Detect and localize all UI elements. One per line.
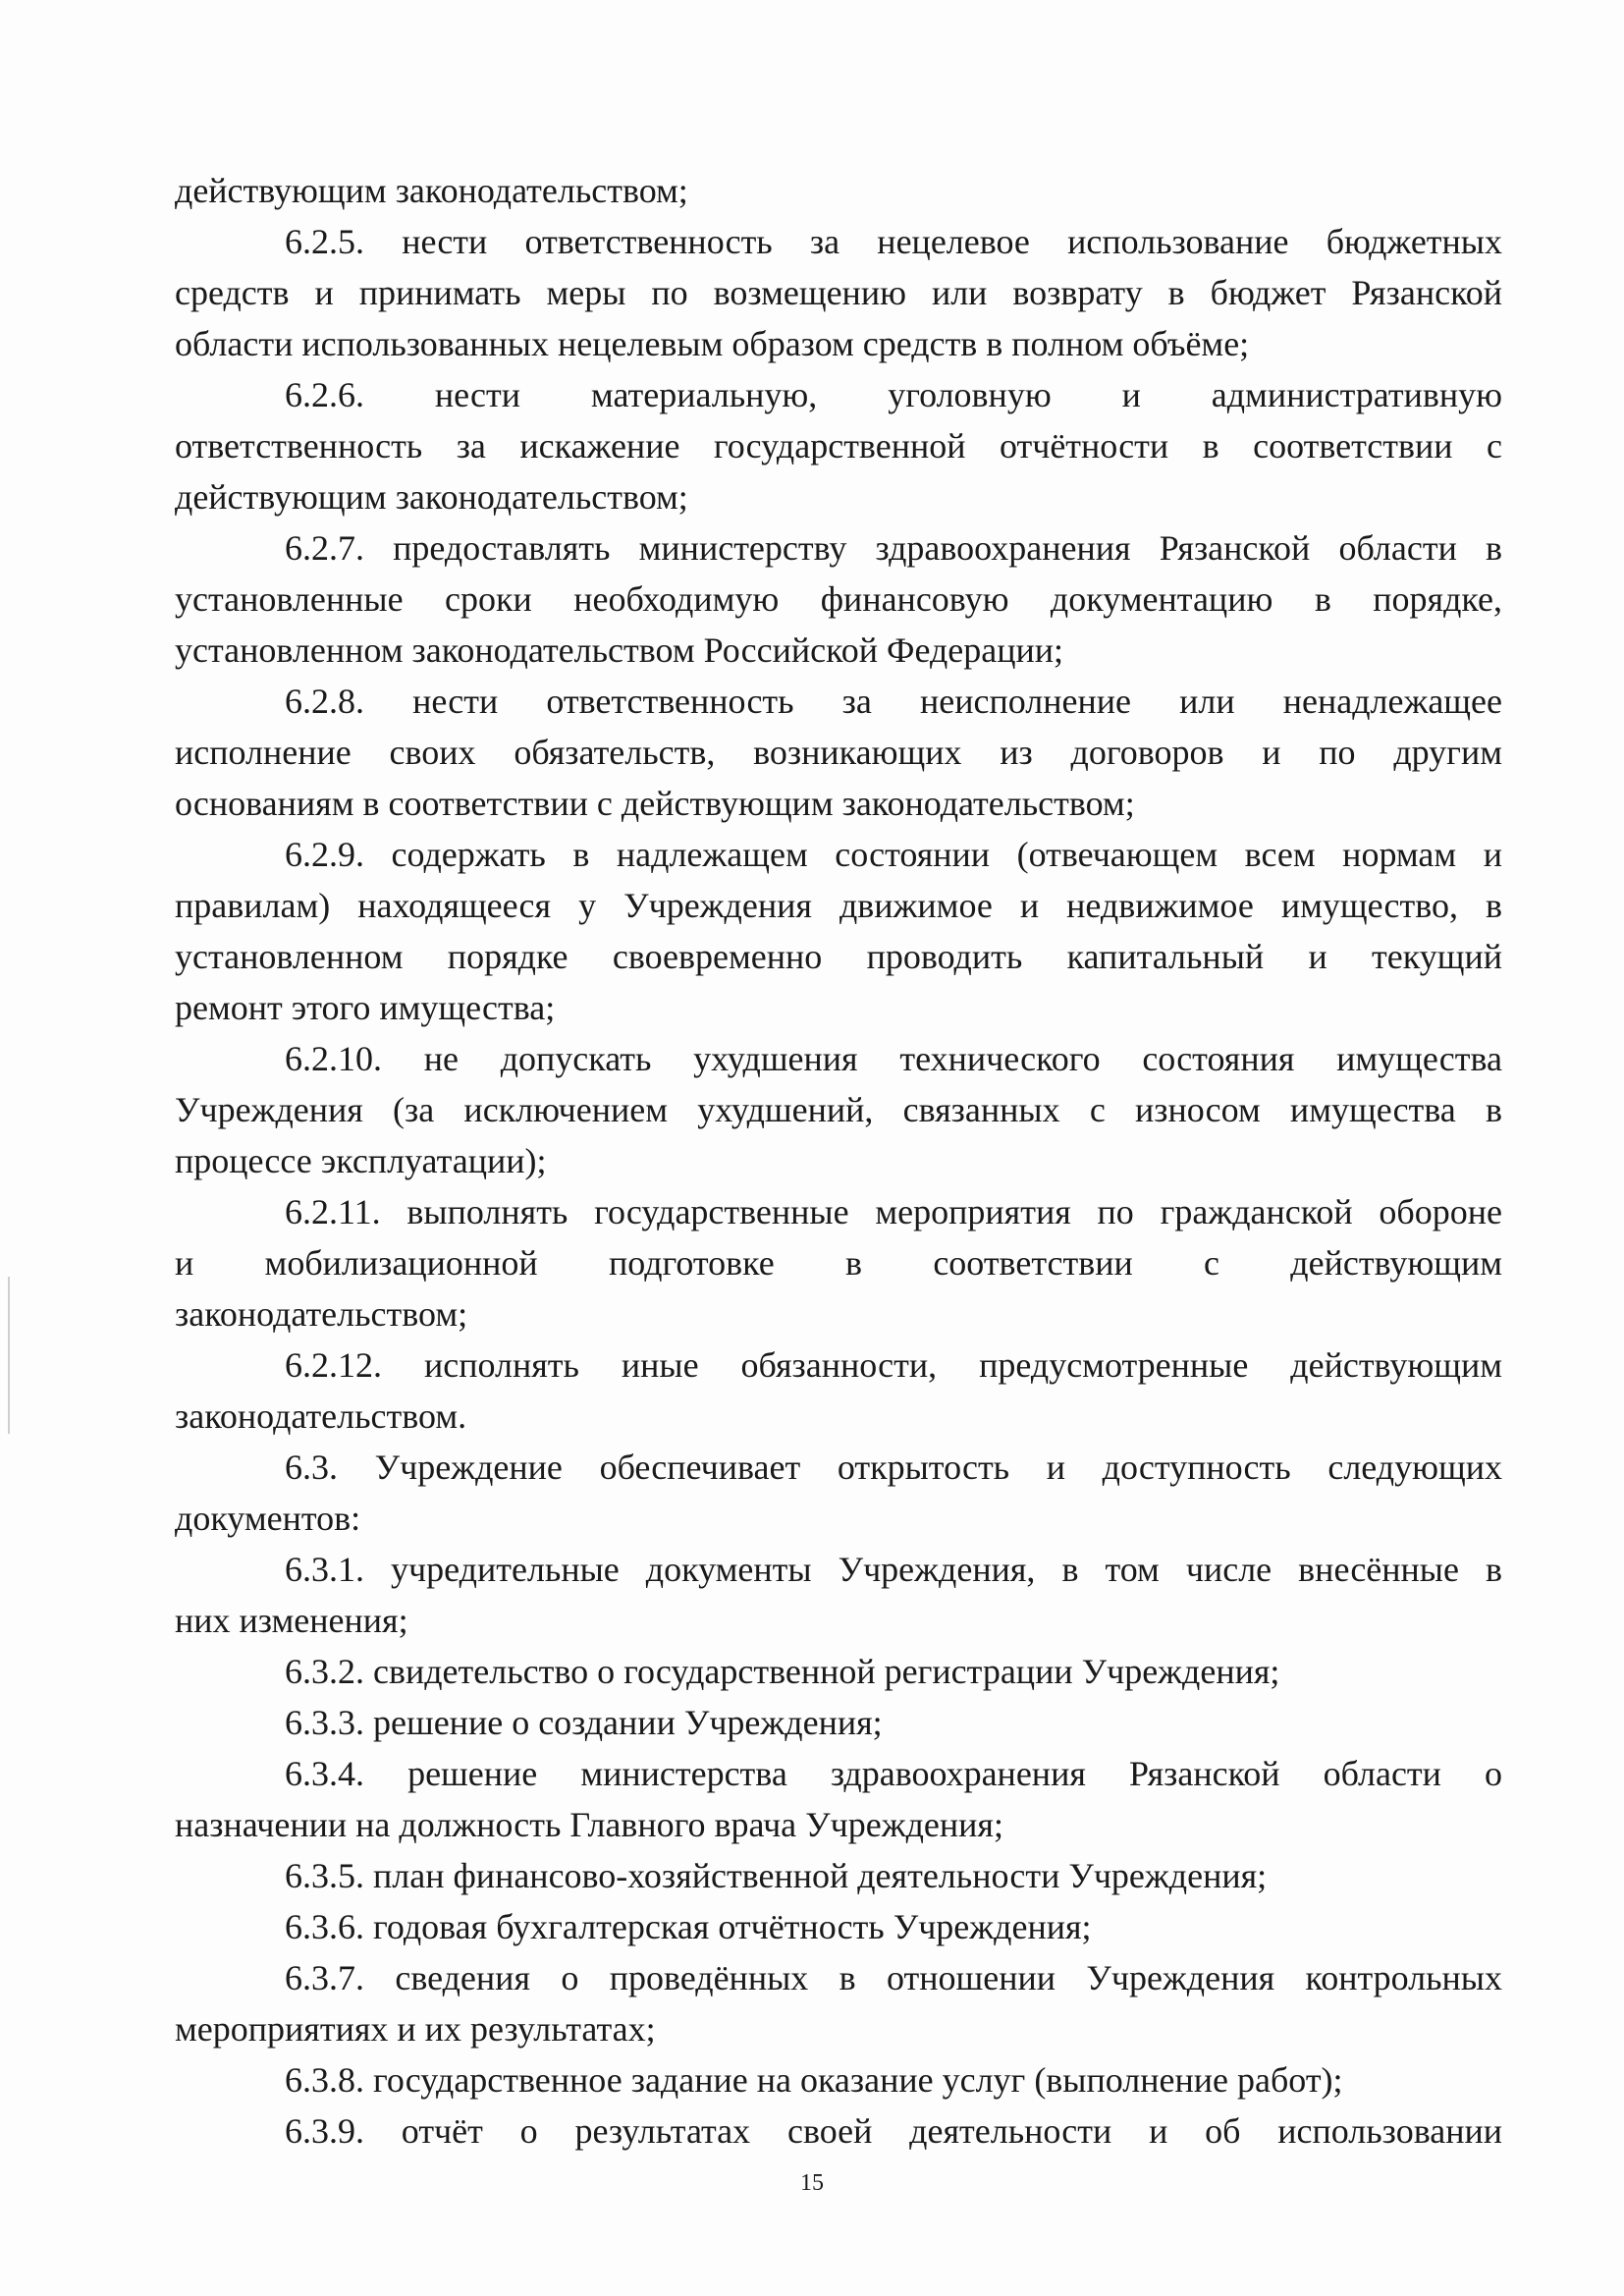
text-line: назначении на должность Главного врача Учреждения; <box>175 1805 1003 1844</box>
text-line: 6.2.9. содержать в надлежащем состоянии (отвечающем всем нормам и <box>285 835 1502 874</box>
text-line: 6.2.12. исполнять иные обязанности, предусмотренные действующим <box>285 1345 1502 1385</box>
text-line: 6.3.1. учредительные документы Учреждения, в том числе внесённые в <box>285 1550 1502 1589</box>
text-line: действующим законодательством; <box>175 477 688 517</box>
text-line: 6.3.3. решение о создании Учреждения; <box>285 1703 883 1742</box>
text-line: установленном законодательством Российской Федерации; <box>175 630 1064 670</box>
text-line: них изменения; <box>175 1601 408 1640</box>
text-line: 6.2.8. нести ответственность за неисполнение или ненадлежащее <box>285 682 1502 721</box>
text-line: области использованных нецелевым образом средств в полном объёме; <box>175 324 1250 363</box>
text-line: 6.3.5. план финансово-хозяйственной деятельности Учреждения; <box>285 1856 1268 1895</box>
text-line: законодательством. <box>175 1396 467 1436</box>
text-line: 6.3.6. годовая бухгалтерская отчётность Учреждения; <box>285 1907 1092 1946</box>
text-line: 6.3.2. свидетельство о государственной регистрации Учреждения; <box>285 1652 1280 1691</box>
text-line: 6.2.11. выполнять государственные мероприятия по гражданской обороне <box>285 1192 1502 1231</box>
text-line: действующим законодательством; <box>175 171 688 210</box>
scan-edge-mark <box>8 1277 10 1434</box>
text-line: 6.3. Учреждение обеспечивает открытость и доступность следующих <box>285 1448 1502 1487</box>
document-body <box>175 165 1502 2157</box>
text-line: процессе эксплуатации); <box>175 1141 547 1180</box>
text-line: средств и принимать меры по возмещению или возврату в бюджет Рязанской <box>175 273 1502 312</box>
text-line: 6.3.4. решение министерства здравоохранения Рязанской области о <box>285 1754 1502 1793</box>
text-line: 6.2.7. предоставлять министерству здравоохранения Рязанской области в <box>285 528 1502 568</box>
text-line: 6.2.10. не допускать ухудшения технического состояния имущества <box>285 1039 1502 1078</box>
text-line: 6.2.6. нести материальную, уголовную и административную <box>285 375 1502 414</box>
text-line: Учреждения (за исключением ухудшений, связанных с износом имущества в <box>175 1090 1502 1129</box>
text-line: правилам) находящееся у Учреждения движимое и недвижимое имущество, в <box>175 886 1502 925</box>
text-line: 6.3.8. государственное задание на оказание услуг (выполнение работ); <box>285 2060 1343 2100</box>
text-line: ремонт этого имущества; <box>175 988 556 1027</box>
text-line: 6.3.9. отчёт о результатах своей деятельности и об использовании <box>285 2111 1502 2151</box>
text-line: основаниям в соответствии с действующим законодательством; <box>175 784 1135 823</box>
text-line: 6.3.7. сведения о проведённых в отношении Учреждения контрольных <box>285 1958 1502 1997</box>
text-line: ответственность за искажение государственной отчётности в соответствии с <box>175 426 1502 465</box>
text-line: исполнение своих обязательств, возникающих из договоров и по другим <box>175 733 1502 772</box>
text-line: установленные сроки необходимую финансовую документацию в порядке, <box>175 579 1502 619</box>
text-line: 6.2.5. нести ответственность за нецелевое использование бюджетных <box>285 222 1502 261</box>
page-number: 15 <box>800 2170 824 2196</box>
text-line: законодательством; <box>175 1294 468 1334</box>
text-line: и мобилизационной подготовке в соответствии с действующим <box>175 1243 1502 1283</box>
text-line: установленном порядке своевременно проводить капитальный и текущий <box>175 937 1502 976</box>
text-line: документов: <box>175 1499 361 1538</box>
text-line: мероприятиях и их результатах; <box>175 2009 656 2049</box>
